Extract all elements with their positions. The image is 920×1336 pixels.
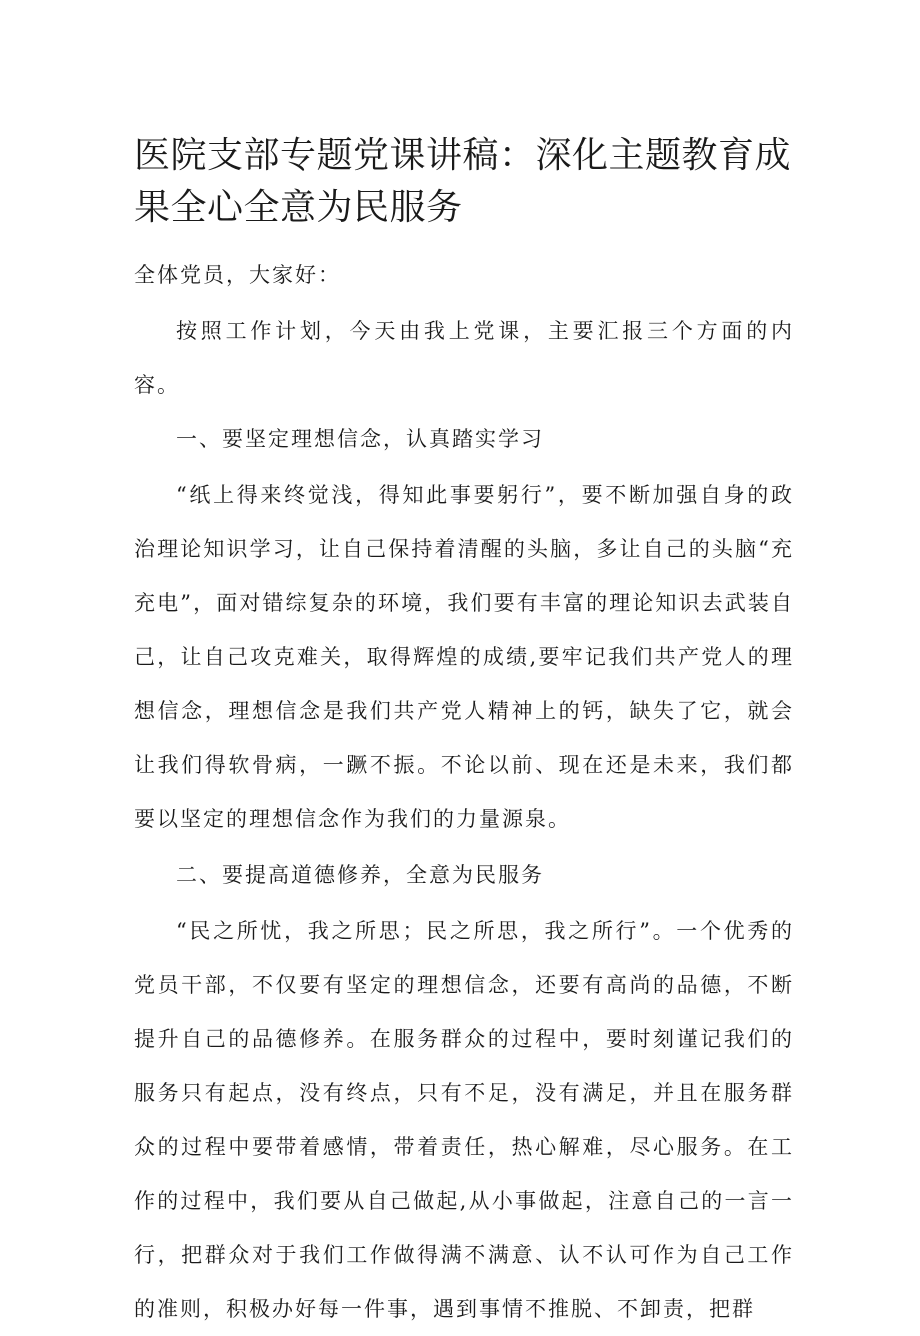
section-2-heading: 二、要提高道德修养，全意为民服务	[176, 863, 544, 887]
document-title: 医院支部专题党课讲稿：深化主题教育成果全心全意为民服务	[134, 135, 792, 228]
salutation: 全体党员，大家好：	[134, 263, 341, 287]
section-1-paragraph: “纸上得来终觉浅，得知此事要躬行”，要不断加强自身的政治理论知识学习，让自己保持着清醒的头脑，多让自己的头脑“充充电”，面对错综复杂的环境，我们要有丰富的理论知识去武装自己，让自己攻克难关，取得辉煌的成绩,要牢记我们共产党人的理想信念，理想信念是我们共产党人精神上的钙，缺失了它，就会让我们得软骨病，一蹶不振。不论以前、现在还是未来，我们都要以坚定的理想信念作为我们的力量源泉。	[134, 483, 794, 831]
document-body	[134, 130, 794, 1336]
section-1-heading: 一、要坚定理想信念，认真踏实学习	[176, 427, 544, 451]
intro-paragraph: 按照工作计划，今天由我上党课，主要汇报三个方面的内容。	[134, 319, 794, 397]
section-2-paragraph: “民之所忧，我之所思；民之所思，我之所行”。一个优秀的党员干部，不仅要有坚定的理想信念，还要有高尚的品德，不断提升自己的品德修养。在服务群众的过程中，要时刻谨记我们的服务只有起点，没有终点，只有不足，没有满足，并且在服务群众的过程中要带着感情，带着责任，热心解难，尽心服务。在工作的过程中，我们要从自己做起,从小事做起，注意自己的一言一行，把群众对于我们工作做得满不满意、认不认可作为自己工作的准则，积极办好每一件事，遇到事情不推脱、不卸责，把群	[134, 919, 794, 1321]
